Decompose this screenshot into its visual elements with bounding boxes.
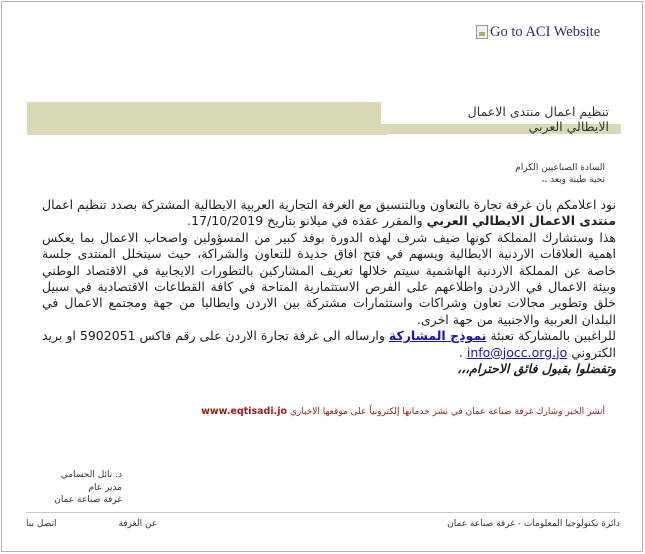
email-frame xyxy=(1,1,643,552)
greeting xyxy=(515,162,605,186)
aci-website-link[interactable] xyxy=(476,22,618,42)
promo-site-link[interactable]: www.eqtisadi.jo xyxy=(201,406,287,417)
email-link[interactable]: info@jocc.org.jo xyxy=(466,344,568,360)
page-title-line1: تنظيم اعمال منتدى الاعمال xyxy=(467,104,609,119)
promo-text: أنشر الخبر وشارك غرفة صناعة عمان في نشر خدماتها إلكترونياً على موقعها الاخباري xyxy=(287,407,605,417)
footer-copyright: دائرة تكنولوجيا المعلومات - غرفة صناعة عمان xyxy=(447,519,620,529)
footer-about-link[interactable]: عن الغرفة xyxy=(118,519,158,529)
broken-image-icon xyxy=(476,25,488,39)
title-band-underline xyxy=(27,133,387,135)
aci-website-link-text: Go to ACI Website xyxy=(490,23,601,40)
title-band xyxy=(27,102,621,134)
greeting-line1: السادة الصناعيين الكرام xyxy=(515,163,605,173)
page-title-line2: الايطالي العربي xyxy=(528,119,609,134)
page-title xyxy=(468,104,609,134)
message-body xyxy=(42,197,616,377)
paragraph-details: هذا وستشارك المملكة كونها ضيف شرف لهذه الدورة بوفد كبير من المسؤولين واصحاب الاعمال بما يعكس اهمية العلاقات الاردنية الايطالية ويسهم في فتح افاق جديدة للتعاون والشراكة، حيث سيتخلل المنتدى جلسة خاصة عن المملكة الاردنية الهاشمية سيتم خلالها تعريف المشاركين بالتطورات الايجابية في الاقتصاد الوطني وبيئة الاعمال في الاردن واطلاعهم على الفرص الاستثمارية المتاحة في كافة القطاعات الاقتصادية في سبيل خلق وتطوير مجالات تعاون وشراكات واستثمارات مشتركة بين الاردن وايطاليا من جهة ومجتمع الاعمال في البلدان العربية والاجنبية من جهة اخرى. xyxy=(42,229,616,327)
paragraph-intro: نود اعلامكم بان غرفة تجارة بالتعاون وبالتنسيق مع الغرفة التجارية العربية الايطالية المشتركة بصدد تنظيم اعمال منتدى الاعمال الايطالي العربي والمقرر عقده في ميلانو بتاريخ 17/10/2019. xyxy=(42,197,616,229)
signature-title: مدير عام xyxy=(88,482,122,493)
greeting-line2: تحية طيبة وبعد ،، xyxy=(541,175,605,185)
paragraph-participation: للراغبين بالمشاركة تعبئة نموذج المشاركة وارساله الى غرفة تجارة الاردن على رقم فاكس 5902051 او بريد الكتروني info@jocc.org.jo . xyxy=(42,328,616,360)
signature xyxy=(26,469,122,507)
footer-divider xyxy=(26,512,620,513)
signature-name: د. نائل الحسامي xyxy=(60,470,122,480)
signature-org: غرفة صناعة عمان xyxy=(54,495,122,505)
participation-form-link[interactable]: نموذج المشاركة xyxy=(388,328,487,344)
closing-line: وتفضلوا بقبول فائق الاحترام،،، xyxy=(457,361,616,377)
footer-contact-link[interactable]: اتصل بنا xyxy=(26,519,57,529)
footer-nav xyxy=(26,518,157,530)
promo-line xyxy=(201,406,605,418)
forum-name: منتدى الاعمال الايطالي العربي xyxy=(426,213,616,229)
